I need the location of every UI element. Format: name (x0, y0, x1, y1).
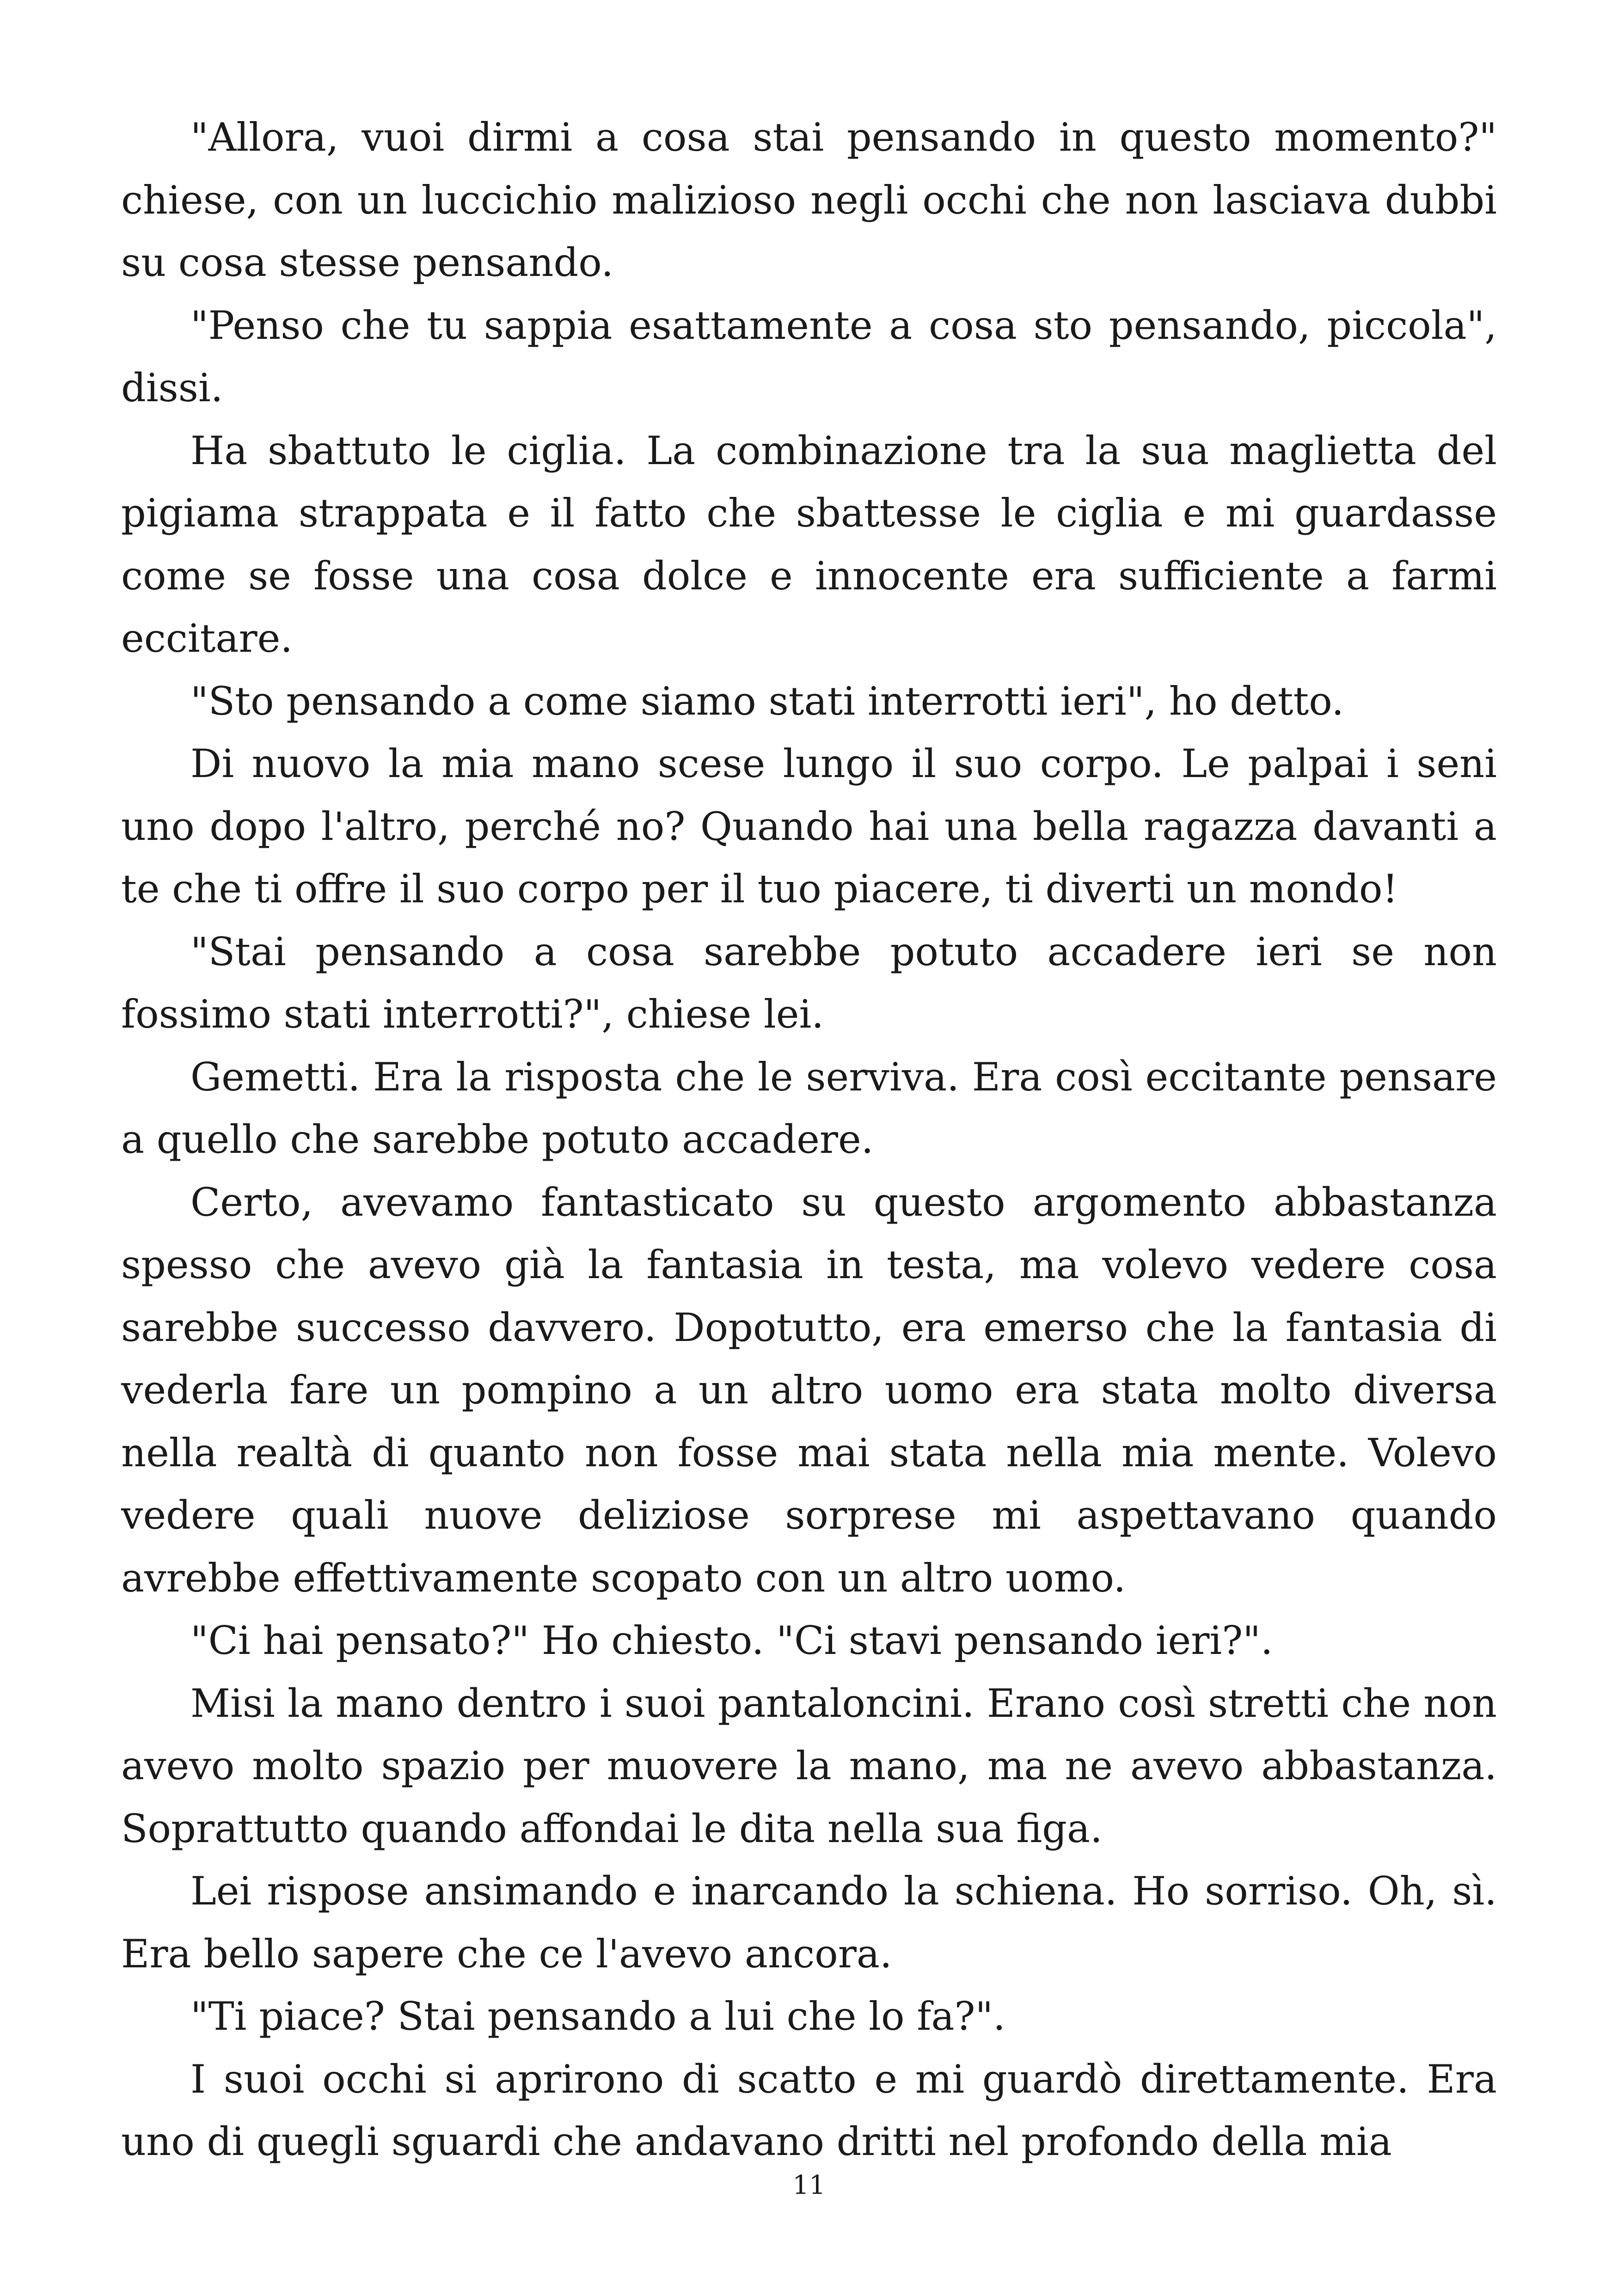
page-number: 11 (792, 2170, 826, 2200)
paragraph: "Allora, vuoi dirmi a cosa stai pensando in questo momento?" chiese, con un luccichio malizioso negli occhi che non lasciava dubbi su cosa stesse pensando. (121, 115, 1497, 285)
paragraph: Lei rispose ansimando e inarcando la schiena. Ho sorriso. Oh, sì. Era bello sapere che ce l'avevo ancora. (121, 1868, 1497, 1977)
paragraph: "Ti piace? Stai pensando a lui che lo fa?". (190, 1994, 1005, 2039)
paragraph: Di nuovo la mia mano scese lungo il suo corpo. Le palpai i seni uno dopo l'altro, perché no? Quando hai una bella ragazza davanti a te che ti offre il suo corpo per il tuo piacere, ti diverti un mondo! (121, 741, 1497, 912)
paragraph: Ha sbattuto le ciglia. La combinazione tra la sua maglietta del pigiama strappata e il fatto che sbattesse le ciglia e mi guardasse come se fosse una cosa dolce e innocente era sufficiente a farmi eccitare. (121, 428, 1497, 661)
paragraph: Gemetti. Era la risposta che le serviva. Era così eccitante pensare a quello che sarebbe potuto accadere. (121, 1054, 1497, 1162)
paragraph: Certo, avevamo fantasticato su questo argomento abbastanza spesso che avevo già la fantasia in testa, ma volevo vedere cosa sarebbe successo davvero. Dopotutto, era emerso che la fantasia di vederla fare un pompino a un altro uomo era stata molto diversa nella realtà di quanto non fosse mai stata nella mia mente. Volevo vedere quali nuove deliziose sorprese mi aspettavano quando avrebbe effettivamente scopato con un altro uomo. (121, 1179, 1497, 1601)
paragraph: I suoi occhi si aprirono di scatto e mi guardò direttamente. Era uno di quegli sguardi che andavano dritti nel profondo della mia (121, 2056, 1497, 2164)
paragraph: "Penso che tu sappia esattamente a cosa sto pensando, piccola", dissi. (121, 302, 1497, 410)
paragraph: "Ci hai pensato?" Ho chiesto. "Ci stavi pensando ieri?". (190, 1618, 1273, 1663)
paragraph: "Stai pensando a cosa sarebbe potuto accadere ieri se non fossimo stati interrotti?", chiese lei. (121, 929, 1497, 1037)
page-text-body (121, 106, 1497, 2174)
paragraph: Misi la mano dentro i suoi pantaloncini. Erano così stretti che non avevo molto spazio per muovere la mano, ma ne avevo abbastanza. Soprattutto quando affondai le dita nella sua figa. (121, 1680, 1497, 1851)
paragraph: "Sto pensando a come siamo stati interrotti ieri", ho detto. (190, 678, 1344, 724)
